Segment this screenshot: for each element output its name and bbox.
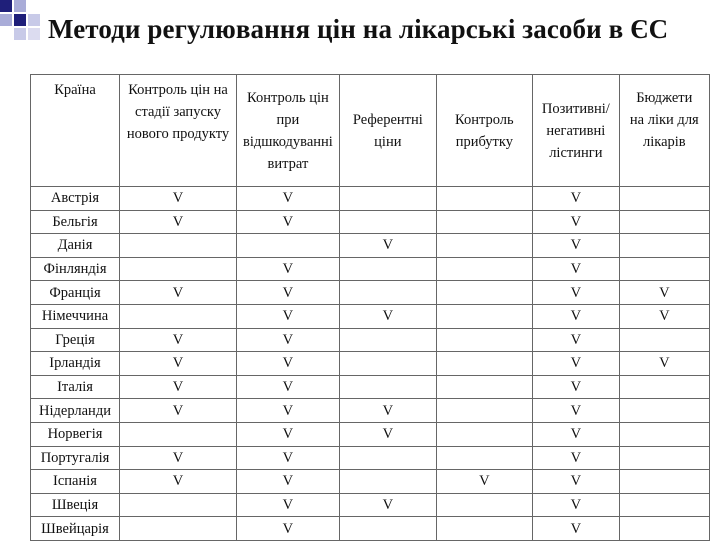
column-header-label: Позитивні/ негативні лістинги [541,100,610,161]
decor-square-light [28,14,40,26]
reference-price-cell [339,187,436,211]
listing-cell: V [532,422,619,446]
listing-cell: V [532,470,619,494]
decor-square-dark [0,0,12,12]
country-cell: Нідерланди [31,399,120,423]
reference-price-cell: V [339,234,436,258]
reimbursement-control-cell: V [237,375,340,399]
reimbursement-control-cell: V [237,399,340,423]
reference-price-cell: V [339,399,436,423]
country-cell: Бельгія [31,210,120,234]
launch-control-cell [120,304,237,328]
reimbursement-control-cell: V [237,187,340,211]
table-row [31,517,710,541]
launch-control-cell: V [120,399,237,423]
budget-cell [619,210,709,234]
column-header-country [31,75,120,187]
profit-control-cell [436,234,532,258]
listing-cell: V [532,304,619,328]
listing-cell: V [532,281,619,305]
decor-square-light [14,28,26,40]
launch-control-cell: V [120,470,237,494]
reference-price-cell: V [339,422,436,446]
column-header-label: Країна [54,82,96,98]
table-row [31,234,710,258]
profit-control-cell [436,446,532,470]
launch-control-cell [120,257,237,281]
reference-price-cell [339,352,436,376]
profit-control-cell [436,210,532,234]
reimbursement-control-cell: V [237,328,340,352]
table-row [31,257,710,281]
profit-control-cell [436,375,532,399]
profit-control-cell [436,328,532,352]
reimbursement-control-cell: V [237,517,340,541]
launch-control-cell [120,493,237,517]
reference-price-cell [339,470,436,494]
column-header-label: Контроль прибутку [455,111,514,150]
budget-cell [619,257,709,281]
budget-cell [619,470,709,494]
country-cell: Фінляндія [31,257,120,281]
country-cell: Швеція [31,493,120,517]
table-row [31,399,710,423]
decor-square-light [14,0,26,12]
reimbursement-control-cell: V [237,257,340,281]
country-cell: Данія [31,234,120,258]
column-header-profit-control [436,75,532,187]
budget-cell [619,187,709,211]
listing-cell: V [532,210,619,234]
reimbursement-control-cell: V [237,470,340,494]
listing-cell: V [532,446,619,470]
country-cell: Італія [31,375,120,399]
reference-price-cell [339,446,436,470]
budget-cell [619,517,709,541]
table-row [31,281,710,305]
column-header-label: Контроль цін при відшкодуванні витрат [243,90,333,172]
profit-control-cell [436,422,532,446]
budget-cell: V [619,352,709,376]
table-row [31,352,710,376]
launch-control-cell: V [120,210,237,234]
listing-cell: V [532,187,619,211]
listing-cell: V [532,493,619,517]
budget-cell [619,399,709,423]
reimbursement-control-cell: V [237,304,340,328]
column-header-label: Референтні ціни [352,111,423,150]
budget-cell: V [619,304,709,328]
table-body [31,187,710,541]
column-header-launch-price-control [120,75,237,187]
table-row [31,210,710,234]
launch-control-cell [120,517,237,541]
table-row [31,422,710,446]
reimbursement-control-cell: V [237,352,340,376]
launch-control-cell [120,234,237,258]
table-row [31,446,710,470]
country-cell: Ірландія [31,352,120,376]
decor-square-light [0,14,12,26]
listing-cell: V [532,352,619,376]
reimbursement-control-cell: V [237,446,340,470]
country-cell: Франція [31,281,120,305]
table-row [31,375,710,399]
reference-price-cell [339,210,436,234]
launch-control-cell: V [120,281,237,305]
reimbursement-control-cell: V [237,281,340,305]
country-cell: Греція [31,328,120,352]
launch-control-cell: V [120,446,237,470]
column-header-reference-prices [339,75,436,187]
profit-control-cell [436,281,532,305]
profit-control-cell [436,304,532,328]
budget-cell [619,328,709,352]
reimbursement-control-cell: V [237,210,340,234]
column-header-listings [532,75,619,187]
listing-cell: V [532,234,619,258]
reference-price-cell [339,375,436,399]
launch-control-cell: V [120,375,237,399]
budget-cell [619,446,709,470]
listing-cell: V [532,399,619,423]
budget-cell [619,422,709,446]
reimbursement-control-cell: V [237,493,340,517]
price-regulation-table [30,74,710,541]
budget-cell [619,375,709,399]
listing-cell: V [532,328,619,352]
table-header-row [31,75,710,187]
reference-price-cell: V [339,304,436,328]
page-title: Методи регулювання цін на лікарські засоби в ЄС [48,14,669,44]
reimbursement-control-cell [237,234,340,258]
decor-square-light [28,28,40,40]
profit-control-cell [436,257,532,281]
country-cell: Португалія [31,446,120,470]
launch-control-cell: V [120,187,237,211]
reimbursement-control-cell: V [237,422,340,446]
column-header-budgets [619,75,709,187]
profit-control-cell [436,517,532,541]
listing-cell: V [532,257,619,281]
table-row [31,470,710,494]
table-row [31,304,710,328]
reference-price-cell [339,281,436,305]
table-row [31,187,710,211]
listing-cell: V [532,375,619,399]
column-header-label: Бюджети на ліки для лікарів [629,90,699,150]
country-cell: Швейцарія [31,517,120,541]
budget-cell [619,234,709,258]
profit-control-cell [436,399,532,423]
launch-control-cell [120,422,237,446]
country-cell: Німеччина [31,304,120,328]
listing-cell: V [532,517,619,541]
reference-price-cell: V [339,493,436,517]
launch-control-cell: V [120,328,237,352]
column-header-label: Контроль цін на стадії запуску нового продукту [126,82,230,142]
budget-cell [619,493,709,517]
profit-control-cell [436,187,532,211]
table-row [31,493,710,517]
reference-price-cell [339,257,436,281]
reference-price-cell [339,517,436,541]
profit-control-cell [436,352,532,376]
country-cell: Іспанія [31,470,120,494]
profit-control-cell: V [436,470,532,494]
table-row [31,328,710,352]
column-header-reimbursement-control [237,75,340,187]
profit-control-cell [436,493,532,517]
country-cell: Австрія [31,187,120,211]
reference-price-cell [339,328,436,352]
country-cell: Норвегія [31,422,120,446]
budget-cell: V [619,281,709,305]
decor-square-dark [14,14,26,26]
launch-control-cell: V [120,352,237,376]
